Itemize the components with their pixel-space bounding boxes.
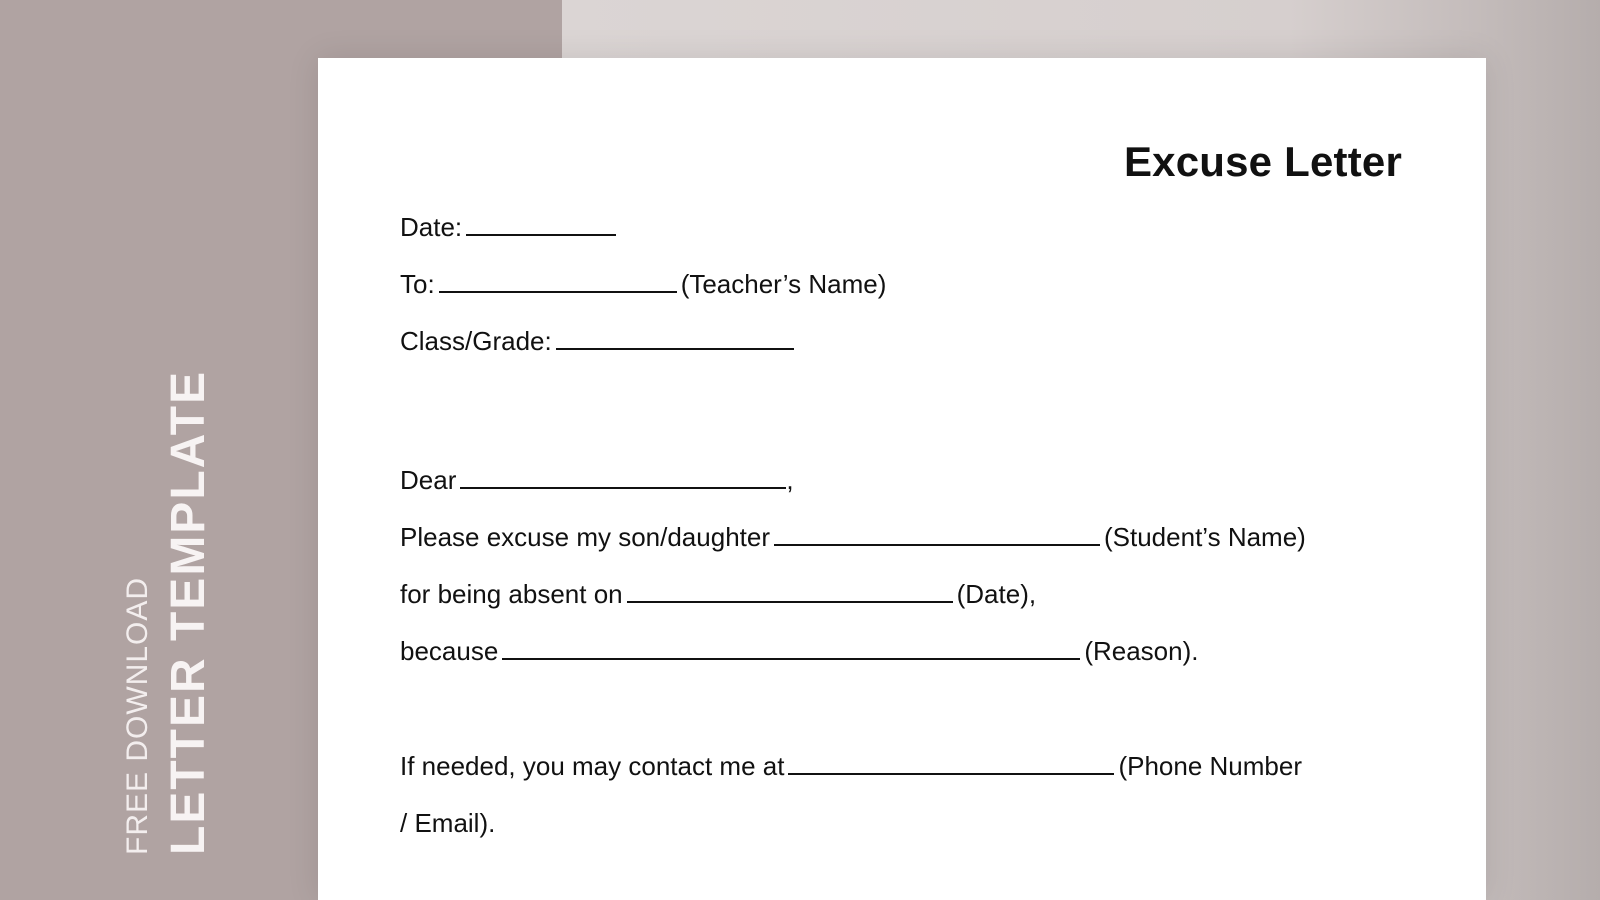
- absent-row: [400, 577, 1036, 611]
- absent-date-blank: [627, 579, 953, 603]
- date-label: Date:: [400, 212, 463, 242]
- free-download-label: FREE DOWNLOAD: [121, 576, 154, 855]
- date-row: [400, 210, 620, 244]
- dear-blank: [460, 465, 786, 489]
- dear-comma: ,: [786, 465, 794, 495]
- side-label-group: [118, 370, 218, 855]
- contact-text: If needed, you may contact me at: [400, 751, 785, 781]
- student-name-hint: (Student’s Name): [1104, 522, 1306, 552]
- dear-row: [400, 463, 794, 497]
- class-blank: [556, 326, 794, 350]
- student-name-blank: [774, 522, 1100, 546]
- reason-blank: [502, 636, 1080, 660]
- because-row: [400, 634, 1198, 668]
- because-text: because: [400, 636, 499, 666]
- letter-document: [318, 58, 1486, 900]
- teacher-name-hint: (Teacher’s Name): [680, 269, 887, 299]
- to-label: To:: [400, 269, 435, 299]
- class-label: Class/Grade:: [400, 326, 552, 356]
- to-row: [400, 267, 886, 301]
- contact-row: [400, 749, 1302, 783]
- excuse-row: [400, 520, 1306, 554]
- excuse-text: Please excuse my son/daughter: [400, 522, 770, 552]
- absent-date-hint: (Date),: [956, 579, 1037, 609]
- teacher-name-blank: [439, 269, 677, 293]
- contact-hint-continued: / Email).: [400, 808, 496, 838]
- absent-text: for being absent on: [400, 579, 623, 609]
- date-blank: [466, 212, 616, 236]
- contact-blank: [788, 751, 1114, 775]
- letter-template-label: LETTER TEMPLATE: [162, 369, 215, 855]
- reason-hint: (Reason).: [1084, 636, 1199, 666]
- contact-row-continued: [400, 806, 495, 840]
- dear-label: Dear: [400, 465, 457, 495]
- class-row: [400, 324, 798, 358]
- letter-title: Excuse Letter: [1123, 138, 1402, 185]
- contact-hint: (Phone Number: [1118, 751, 1302, 781]
